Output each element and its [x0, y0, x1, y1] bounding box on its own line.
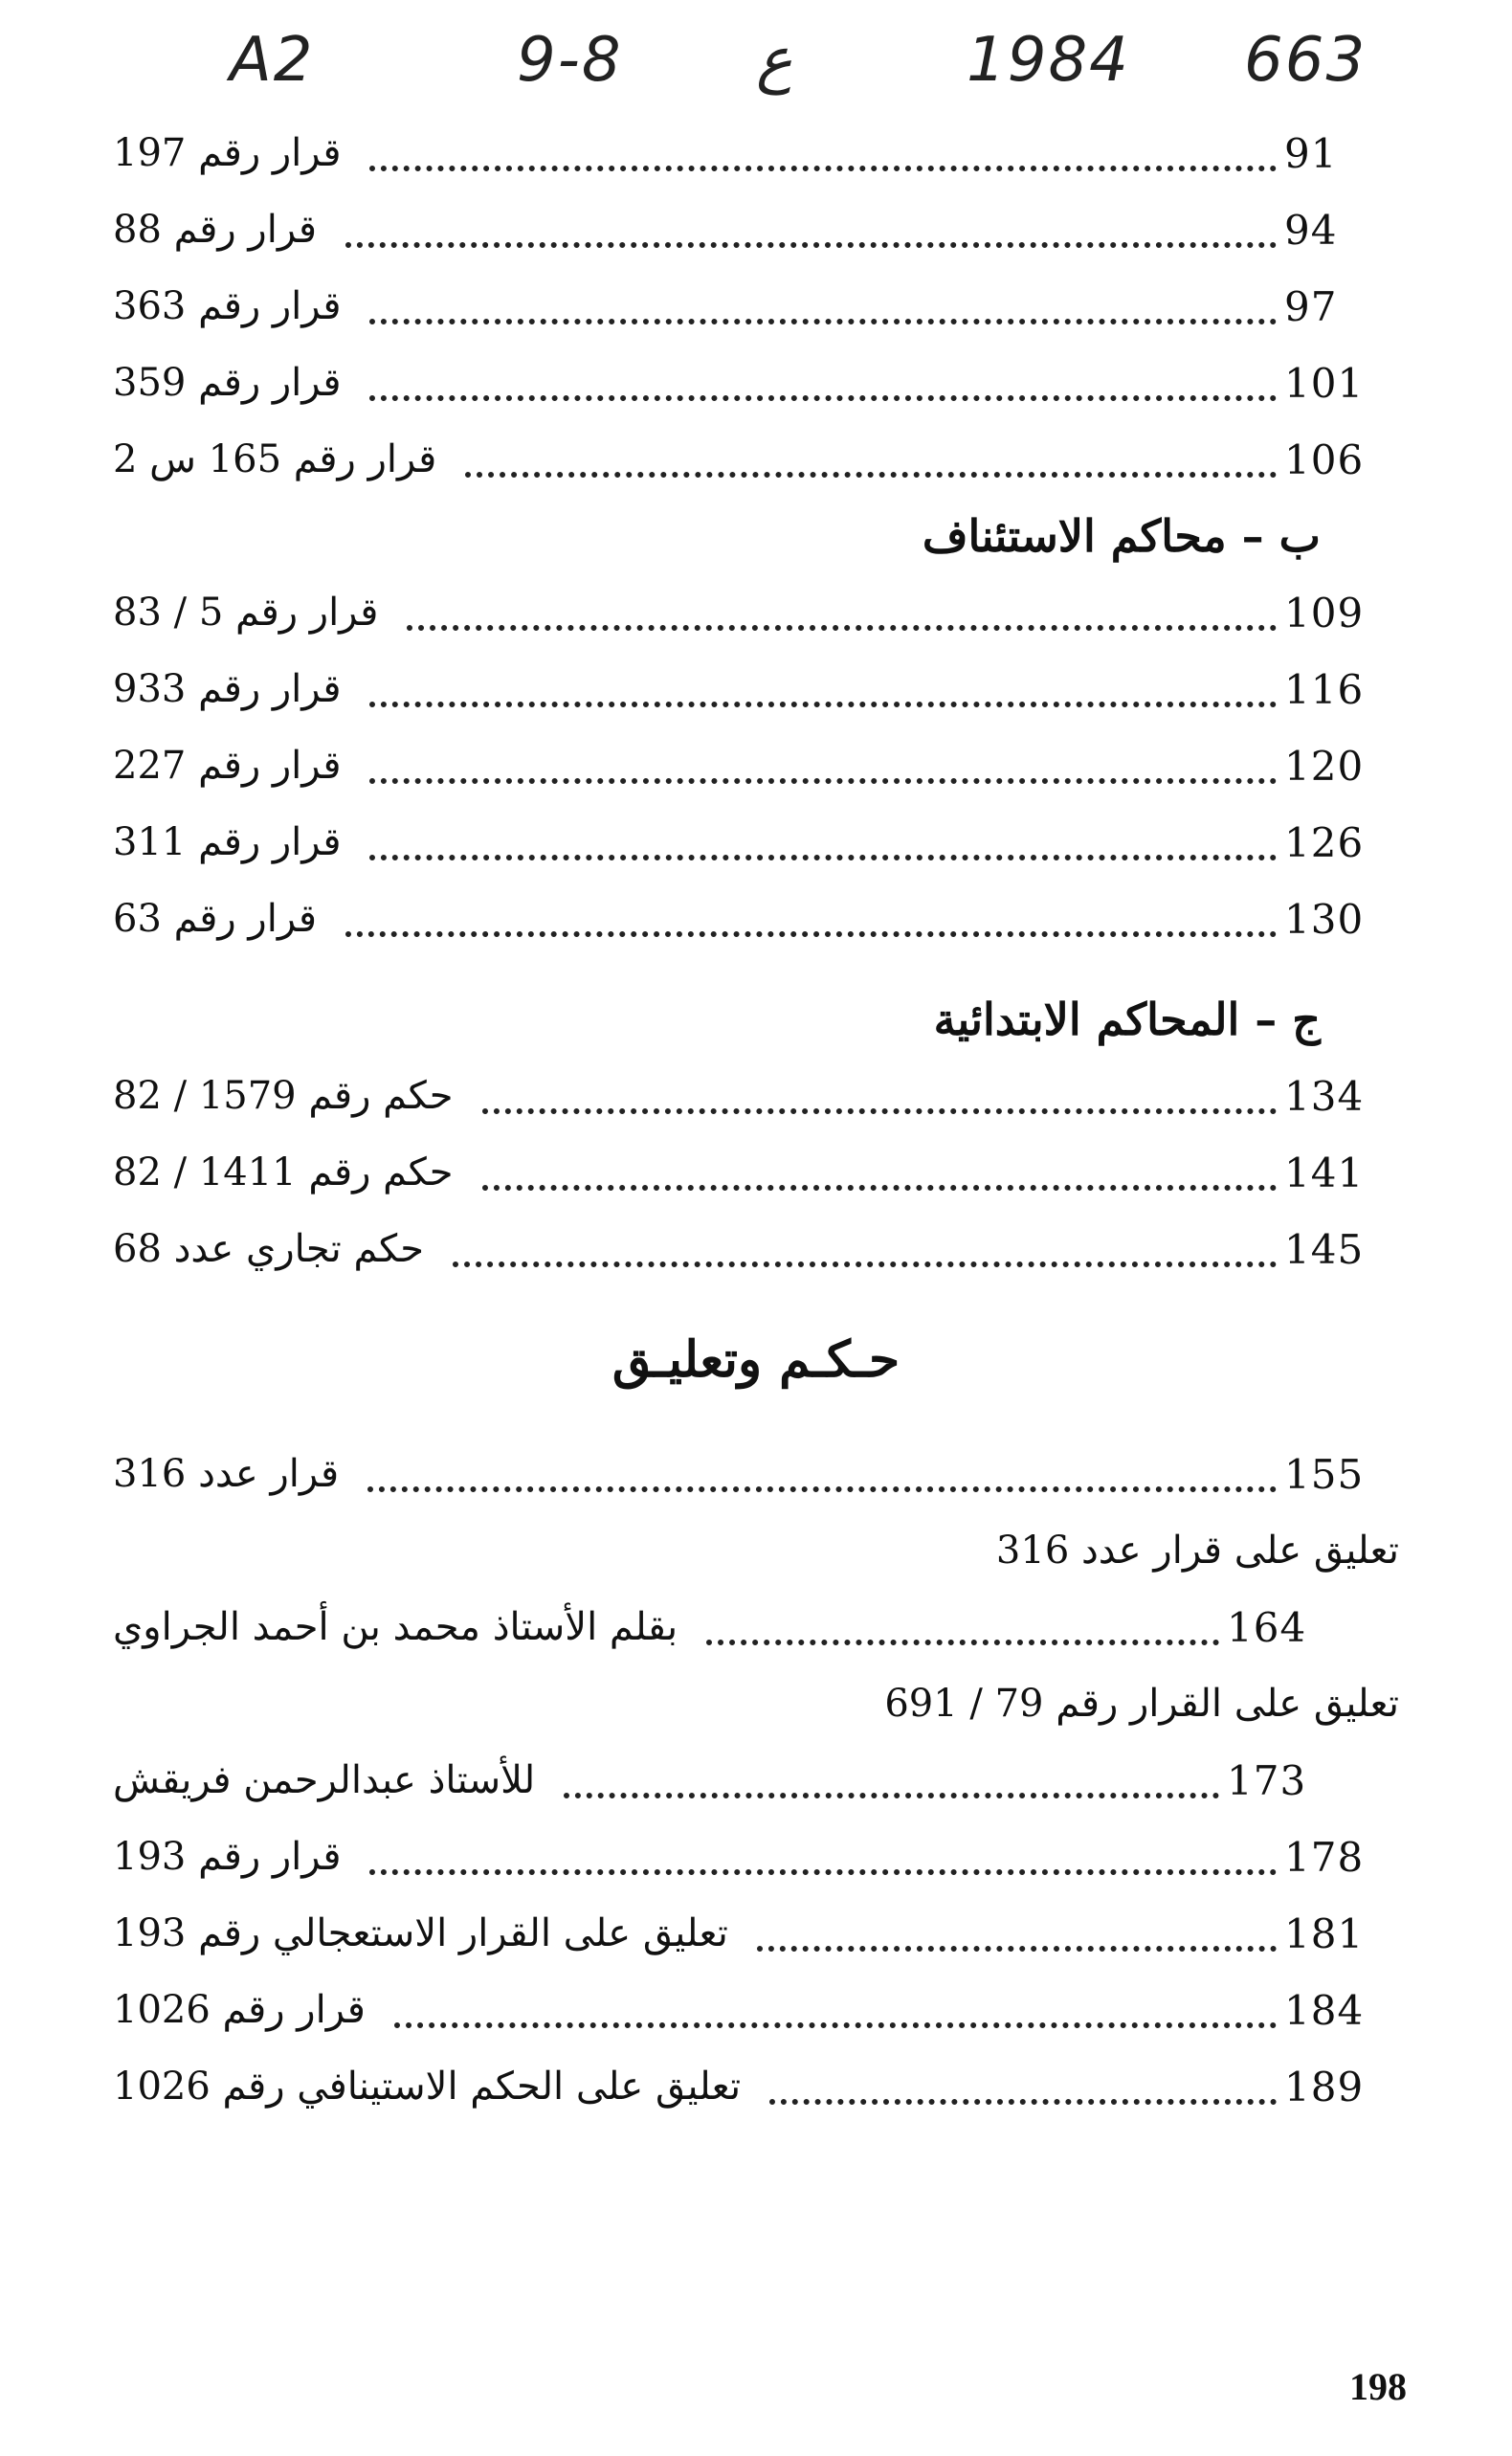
toc-row	[107, 345, 1399, 421]
handwritten-part: 9-8	[517, 25, 623, 96]
toc-page-number: 106	[1284, 435, 1365, 483]
toc-page-number: 116	[1284, 665, 1365, 713]
toc-page-number: 155	[1284, 1450, 1365, 1498]
dot-leader	[369, 280, 1277, 324]
toc-row	[107, 1058, 1399, 1134]
toc-page-number: 109	[1284, 589, 1365, 636]
dot-leader	[369, 127, 1277, 171]
dot-leader	[345, 893, 1277, 937]
dot-leader	[369, 1831, 1277, 1875]
toc-entry-label: قرار رقم 933	[113, 667, 342, 711]
toc-row	[107, 727, 1399, 804]
toc-entry-label: للأستاذ عبدالرحمن فريقش	[113, 1758, 536, 1802]
dot-leader	[345, 204, 1277, 248]
toc-row	[107, 421, 1399, 498]
handwritten-reference-note	[220, 25, 1426, 111]
dot-leader	[482, 1147, 1277, 1191]
dot-leader	[706, 1601, 1219, 1645]
toc-page-number: 184	[1284, 1986, 1365, 2034]
dot-leader	[564, 1754, 1219, 1798]
toc-row	[107, 1211, 1399, 1287]
toc-row	[107, 574, 1399, 651]
toc-page-number: 178	[1284, 1833, 1365, 1881]
dot-leader	[367, 1448, 1277, 1492]
toc-entry-label: قرار رقم 363	[113, 284, 342, 328]
toc-entry-label: قرار رقم 227	[113, 744, 342, 788]
section-heading-appeal-courts: ب – محاكم الاستئناف	[922, 510, 1321, 562]
toc-entry-label: قرار رقم 197	[113, 131, 342, 175]
toc-page-number: 130	[1284, 895, 1365, 943]
toc-entry-label: بقلم الأستاذ محمد بن أحمد الجراوي	[113, 1605, 678, 1649]
dot-leader	[369, 816, 1277, 860]
dot-leader	[769, 2061, 1277, 2105]
toc-page-number: 189	[1284, 2063, 1365, 2110]
toc-row	[107, 1436, 1399, 1512]
dot-leader	[465, 434, 1277, 478]
toc-row	[107, 115, 1399, 191]
page-number: 198	[1349, 2365, 1407, 2408]
toc-entry-label: قرار رقم 359	[113, 361, 342, 405]
section-heading-primary-courts: ج – المحاكم الابتدائية	[933, 994, 1321, 1045]
dot-leader	[369, 740, 1277, 784]
toc-entry-label: قرار عدد 316	[113, 1452, 340, 1496]
toc-page-number: 181	[1284, 1909, 1365, 1957]
toc-entry-label: قرار رقم 165 س 2	[113, 437, 437, 481]
toc-page-number: 94	[1284, 206, 1338, 254]
handwritten-part: A2	[230, 25, 315, 96]
toc-entry-label: تعليق على الحكم الاستينافي رقم 1026	[113, 2065, 742, 2109]
toc-page-number: 134	[1284, 1072, 1365, 1120]
toc-row	[107, 1589, 1342, 1665]
toc-entry-label: تعليق على القرار الاستعجالي رقم 193	[113, 1911, 728, 1955]
toc-page-number: 101	[1284, 359, 1365, 407]
handwritten-part: ع	[756, 25, 793, 96]
dot-leader	[453, 1223, 1277, 1267]
dot-leader	[369, 357, 1277, 401]
toc-row	[107, 1972, 1399, 2048]
toc-page-number: 91	[1284, 129, 1338, 177]
dot-leader	[407, 587, 1277, 631]
toc-entry-label: تعليق على القرار رقم 79 / 691	[884, 1682, 1399, 1726]
toc-entry-label: قرار رقم 63	[113, 897, 318, 941]
dot-leader	[757, 1908, 1277, 1952]
toc-page-number: 97	[1284, 282, 1338, 330]
toc-entry-label: حكم رقم 1579 / 82	[113, 1074, 454, 1118]
toc-row	[107, 651, 1399, 727]
toc-page-number: 164	[1227, 1603, 1307, 1651]
toc-page-number: 120	[1284, 742, 1365, 790]
toc-row	[107, 2048, 1399, 2125]
dot-leader	[482, 1070, 1277, 1114]
toc-entry-label: قرار رقم 88	[113, 208, 318, 252]
toc-row	[107, 191, 1399, 268]
toc-row	[107, 804, 1399, 881]
toc-page-number: 145	[1284, 1225, 1365, 1273]
toc-row	[107, 1742, 1342, 1819]
toc-entry-label: تعليق على قرار عدد 316	[995, 1529, 1399, 1573]
toc-entry-label: قرار رقم 5 / 83	[113, 591, 379, 635]
toc-row	[107, 268, 1399, 345]
handwritten-part: 1984	[967, 25, 1130, 96]
toc-entry-label: قرار رقم 311	[113, 820, 342, 864]
toc-entry-label: حكم رقم 1411 / 82	[113, 1150, 454, 1195]
dot-leader	[369, 663, 1277, 707]
toc-entry-label: قرار رقم 1026	[113, 1988, 366, 2032]
section-heading-judgment-commentary: حـكـم وتعليـق	[611, 1330, 901, 1389]
toc-page-number: 141	[1284, 1149, 1365, 1196]
dot-leader	[394, 1984, 1277, 2028]
toc-row	[107, 1134, 1399, 1211]
toc-row	[107, 881, 1399, 957]
toc-page-number: 173	[1227, 1756, 1307, 1804]
toc-entry-label: حكم تجاري عدد 68	[113, 1227, 424, 1271]
toc-row	[107, 1895, 1399, 1972]
toc-row	[107, 1819, 1399, 1895]
handwritten-part: 663	[1244, 25, 1367, 96]
toc-entry-label: قرار رقم 193	[113, 1835, 342, 1879]
toc-page-number: 126	[1284, 818, 1365, 866]
